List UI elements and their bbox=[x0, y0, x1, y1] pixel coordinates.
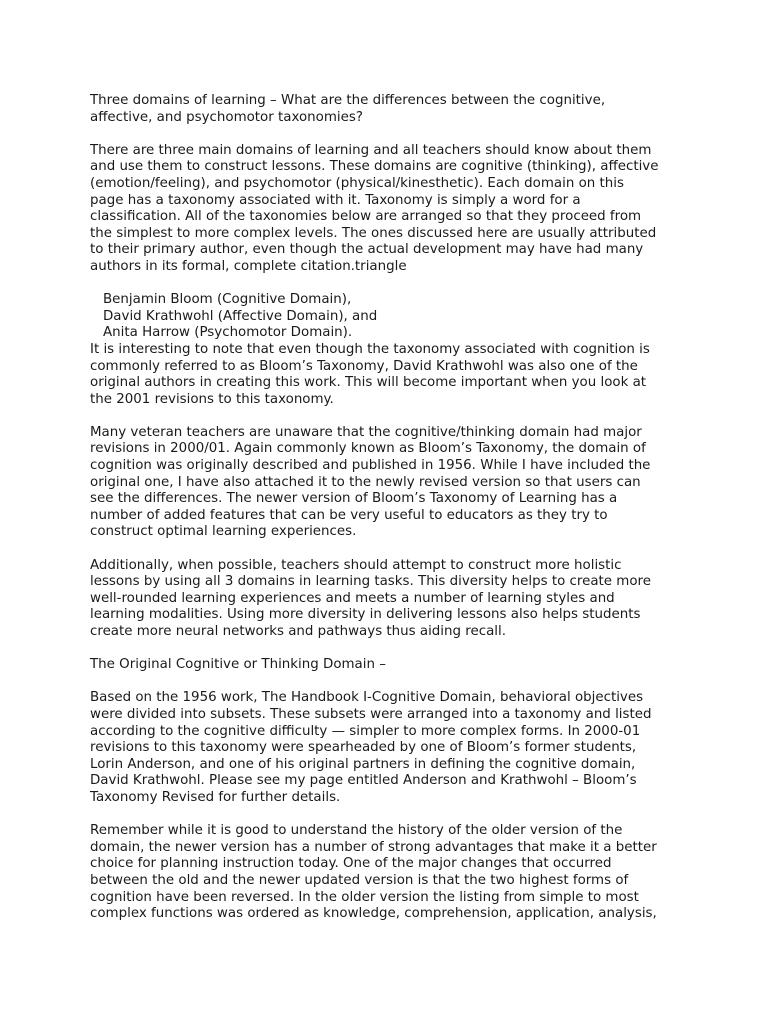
paragraph-line: Lorin Anderson, and one of his original partners in defining the cognitive domain, bbox=[90, 756, 636, 772]
paragraph-line: revisions in 2000/01. Again commonly known as Bloom’s Taxonomy, the domain of bbox=[90, 441, 646, 457]
author-item: Benjamin Bloom (Cognitive Domain), bbox=[103, 292, 352, 308]
authors-list bbox=[90, 292, 690, 342]
paragraph-line: well-rounded learning experiences and meets a number of learning styles and bbox=[90, 590, 615, 606]
paragraph-line: cognition have been reversed. In the older version the listing from simple to most bbox=[90, 889, 639, 905]
paragraph-line: authors in its formal, complete citation.triangle bbox=[90, 258, 407, 274]
title-line: Three domains of learning – What are the differences between the cognitive, bbox=[90, 93, 606, 108]
additionally-paragraph bbox=[90, 558, 690, 641]
paragraph-line: were divided into subsets. These subsets were arranged into a taxonomy and listed bbox=[90, 706, 652, 722]
author-item: David Krathwohl (Affective Domain), and bbox=[103, 308, 378, 324]
title-line: affective, and psychomotor taxonomies? bbox=[90, 109, 363, 125]
paragraph-line: create more neural networks and pathways thus aiding recall. bbox=[90, 624, 506, 639]
section-heading bbox=[90, 657, 690, 674]
paragraph-line: It is interesting to note that even though the taxonomy associated with cognition is bbox=[90, 341, 650, 357]
paragraph-line: lessons by using all 3 domains in learning tasks. This diversity helps to create more bbox=[90, 574, 651, 590]
interesting-paragraph bbox=[90, 342, 690, 408]
paragraph-line: Based on the 1956 work, The Handbook I-Cognitive Domain, behavioral objectives bbox=[90, 690, 644, 706]
paragraph-line: classification. All of the taxonomies below are arranged so that they proceed from bbox=[90, 209, 642, 225]
author-item: Anita Harrow (Psychomotor Domain). bbox=[103, 325, 353, 341]
paragraph-line: between the old and the newer updated version is that the two highest forms of bbox=[90, 872, 629, 888]
paragraph-line: complex functions was ordered as knowledge, comprehension, application, analysis, bbox=[90, 906, 657, 922]
paragraph-line: learning modalities. Using more diversity in delivering lessons also helps students bbox=[90, 607, 641, 623]
paragraph-line: domain, the newer version has a number of strong advantages that make it a better bbox=[90, 839, 657, 855]
paragraph-line: page has a taxonomy associated with it. Taxonomy is simply a word for a bbox=[90, 192, 581, 208]
paragraph-line: and use them to construct lessons. These domains are cognitive (thinking), affective bbox=[90, 159, 659, 175]
intro-paragraph bbox=[90, 143, 690, 276]
paragraph-line: the 2001 revisions to this taxonomy. bbox=[90, 391, 334, 407]
paragraph-line: commonly referred to as Bloom’s Taxonomy, David Krathwohl was also one of the bbox=[90, 358, 638, 374]
paragraph-line: Taxonomy Revised for further details. bbox=[90, 789, 341, 805]
paragraph-line: Additionally, when possible, teachers should attempt to construct more holistic bbox=[90, 557, 622, 573]
paragraph-line: (emotion/feeling), and psychomotor (physical/kinesthetic). Each domain on this bbox=[90, 175, 624, 191]
remember-paragraph bbox=[90, 823, 690, 923]
paragraph-line: according to the cognitive difficulty — simpler to more complex forms. In 2000-01 bbox=[90, 723, 641, 739]
paragraph-line: David Krathwohl. Please see my page entitled Anderson and Krathwohl – Bloom’s bbox=[90, 773, 637, 789]
paragraph-line: revisions to this taxonomy were spearheaded by one of Bloom’s former students, bbox=[90, 740, 637, 756]
paragraph-line: Remember while it is good to understand the history of the older version of the bbox=[90, 823, 623, 839]
paragraph-line: original one, I have also attached it to the newly revised version so that users can bbox=[90, 474, 641, 490]
paragraph-line: construct optimal learning experiences. bbox=[90, 524, 357, 540]
based-paragraph bbox=[90, 690, 690, 806]
paragraph-line: original authors in creating this work. This will become important when you look at bbox=[90, 375, 647, 391]
heading-line: The Original Cognitive or Thinking Domain – bbox=[90, 657, 386, 673]
paragraph-line: cognition was originally described and published in 1956. While I have included the bbox=[90, 458, 651, 474]
paragraph-line: to their primary author, even though the actual development may have had many bbox=[90, 242, 644, 258]
paragraph-line: the simplest to more complex levels. The ones discussed here are usually attributed bbox=[90, 225, 657, 241]
veteran-paragraph bbox=[90, 425, 690, 541]
paragraph-line: number of added features that can be very useful to educators as they try to bbox=[90, 507, 608, 523]
paragraph-line: Many veteran teachers are unaware that the cognitive/thinking domain had major bbox=[90, 424, 642, 440]
paragraph-line: choice for planning instruction today. One of the major changes that occurred bbox=[90, 856, 612, 872]
paragraph-line: see the differences. The newer version of Bloom’s Taxonomy of Learning has a bbox=[90, 491, 618, 507]
document-title bbox=[90, 93, 690, 126]
document-body bbox=[90, 93, 690, 923]
paragraph-line: There are three main domains of learning and all teachers should know about them bbox=[90, 142, 652, 158]
